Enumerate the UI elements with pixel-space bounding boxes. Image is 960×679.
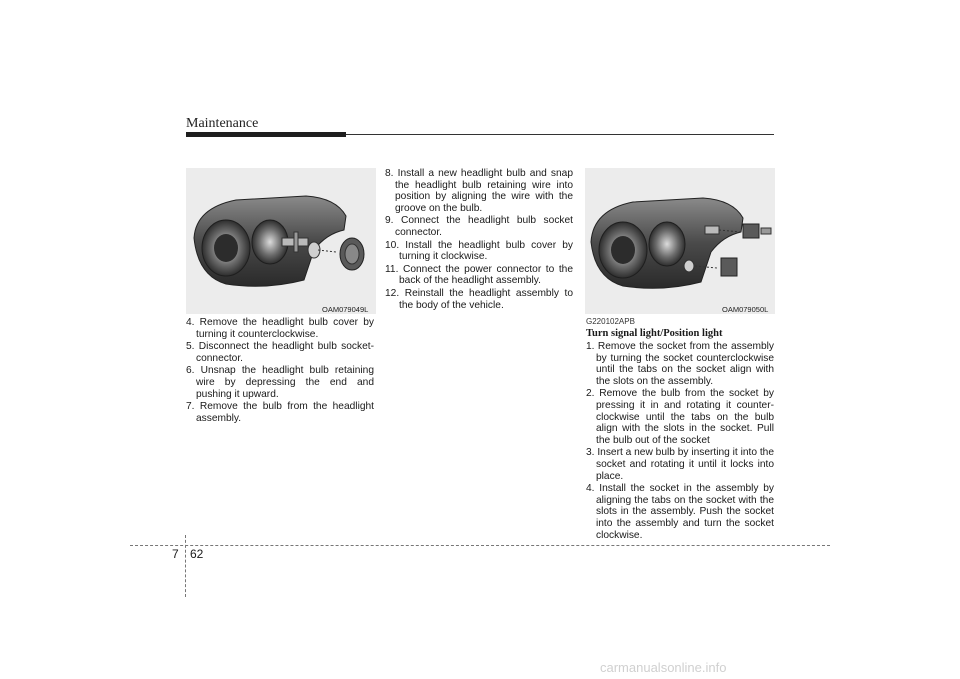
list-item: 8. Install a new headlight bulb and snap the headlight bulb retaining wire into position by aligning the wire with the groove on the bulb.: [385, 168, 573, 214]
list-item: 2. Remove the bulb from the socket by pressing it in and rotating it counter-clockwise until the tabs on the bulb align with the slots in the socket. Pull the bulb out of the socket: [586, 388, 774, 446]
headlight-assembly-illustration: [186, 168, 376, 314]
figure-label-left: OAM079049L: [322, 305, 369, 314]
list-item: 3. Insert a new bulb by inserting it into the socket and rotating it until it locks into place.: [586, 447, 775, 482]
header-bar: [186, 132, 346, 137]
watermark: carmanualsonline.info: [600, 660, 727, 675]
page-number: 62: [190, 547, 204, 561]
header-rule: [346, 134, 774, 135]
page-header-title: Maintenance: [186, 116, 259, 131]
list-item: 1. Remove the socket from the assembly by turning the socket counterclockwise until the tabs on the socket align with the slots on the assembly.: [586, 341, 774, 387]
list-item: 5. Disconnect the headlight bulb socket-connector.: [186, 341, 374, 364]
list-item: 12. Reinstall the headlight assembly to the body of the vehicle.: [385, 287, 573, 311]
headlight-figure-left: [186, 168, 376, 314]
headlight-figure-right: [585, 168, 775, 314]
list-item: 6. Unsnap the headlight bulb retaining wire by depressing the end and pushing it upward.: [186, 365, 374, 400]
list-item: 4. Remove the headlight bulb cover by turning it counterclockwise.: [186, 317, 374, 340]
footer-vertical-rule: [185, 535, 186, 597]
list-item: 10. Install the headlight bulb cover by turning it clockwise.: [385, 239, 573, 263]
section-code: G220102APB: [586, 317, 635, 326]
steps-list-section: [586, 341, 774, 542]
figure-label-right: OAM079050L: [722, 305, 769, 314]
steps-list-col2: [385, 168, 573, 312]
headlight-turn-signal-illustration: [585, 168, 775, 314]
list-item: 11. Connect the power connector to the back of the headlight assembly.: [385, 263, 573, 287]
list-item: 4. Install the socket in the assembly by aligning the tabs on the socket with the slots in the assembly. Push the socket into the assembly and turn the socket clockwise.: [586, 483, 774, 541]
list-item: 9. Connect the headlight bulb socket connector.: [385, 215, 573, 238]
footer-rule: [130, 545, 830, 546]
steps-list-col1: [186, 317, 374, 425]
section-title: Turn signal light/Position light: [586, 328, 723, 339]
list-item: 7. Remove the bulb from the headlight assembly.: [186, 401, 374, 424]
chapter-number: 7: [172, 547, 179, 561]
